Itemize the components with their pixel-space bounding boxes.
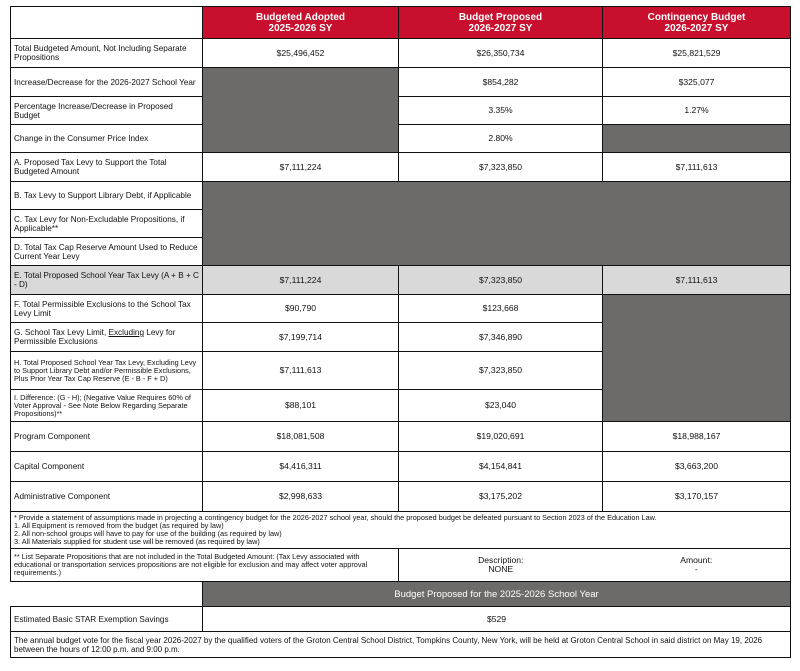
budget-table (10, 6, 791, 658)
description-cell: Description: NONE (399, 549, 603, 582)
table-row (11, 68, 791, 97)
row-label: E. Total Proposed School Year Tax Levy (A + B + C - D) (11, 266, 203, 295)
row-label: Capital Component (11, 452, 203, 482)
star-value: $529 (203, 607, 791, 632)
row-label: Administrative Component (11, 482, 203, 512)
table-row (11, 422, 791, 452)
cell-value: $4,154,841 (399, 452, 603, 482)
row-label: H. Total Proposed School Year Tax Levy, Excluding Levy to Support Library Debt and/or Permissible Exclusions, Plus Prior Year Tax Cap Reserve (E - B - F + D) (11, 352, 203, 390)
row-label: C. Tax Levy for Non-Excludable Propositions, if Applicable** (11, 210, 203, 238)
star-row (11, 607, 791, 632)
cell-value: $23,040 (399, 390, 603, 422)
header-budget-proposed: Budget Proposed 2026-2027 SY (399, 7, 603, 39)
cell-value: $7,323,850 (399, 153, 603, 182)
row-label: A. Proposed Tax Levy to Support the Total Budgeted Amount (11, 153, 203, 182)
cell-value: $7,111,224 (203, 266, 399, 295)
star-label: Estimated Basic STAR Exemption Savings (11, 607, 203, 632)
star-bar-title: Budget Proposed for the 2025-2026 School Year (203, 582, 791, 607)
cell-value: $7,346,890 (399, 323, 603, 352)
cell-value: $18,988,167 (603, 422, 791, 452)
shaded-cell (203, 182, 791, 266)
cell-value: $3,175,202 (399, 482, 603, 512)
table-row (11, 266, 791, 295)
cell-value: $7,199,714 (203, 323, 399, 352)
cell-value: $88,101 (203, 390, 399, 422)
cell-value: $3,663,200 (603, 452, 791, 482)
header-contingency-budget: Contingency Budget 2026-2027 SY (603, 7, 791, 39)
header-budgeted-adopted: Budgeted Adopted 2025-2026 SY (203, 7, 399, 39)
table-row (11, 182, 791, 210)
cell-value: $25,496,452 (203, 39, 399, 68)
table-row (11, 97, 791, 125)
cell-value: $3,170,157 (603, 482, 791, 512)
table-row (11, 125, 791, 153)
footer-row (11, 632, 791, 658)
amount-cell: Amount: - (603, 549, 791, 582)
table-row (11, 482, 791, 512)
cell-value: $7,323,850 (399, 352, 603, 390)
cell-value: $90,790 (203, 295, 399, 323)
cell-value: $854,282 (399, 68, 603, 97)
cell-value: $325,077 (603, 68, 791, 97)
row-label: I. Difference: (G - H); (Negative Value Requires 60% of Voter Approval - See Note Below Regarding Separate Propositions)** (11, 390, 203, 422)
shaded-cell (603, 125, 791, 153)
cell-value: $7,323,850 (399, 266, 603, 295)
cell-value: $7,111,613 (603, 266, 791, 295)
table-row (11, 39, 791, 68)
separate-propositions-note: ** List Separate Propositions that are not included in the Total Budgeted Amount: (Tax Levy associated with educational or transportation services propositions are not eligible for exclusion and may affect voter approval requirements.) (11, 549, 399, 582)
assumptions-row (11, 512, 791, 549)
assumptions-note: * Provide a statement of assumptions made in projecting a contingency budget for the 2026-2027 school year, should the proposed budget be defeated pursuant to Section 2023 of the Education Law. 1. All Equipment is removed from the budget (as required by law) 2. All non-school groups will have to pay for use of the building (as required by law) 3. All Materials supplied for student use will be removed (as required by law) (11, 512, 791, 549)
header-row (11, 7, 791, 39)
shaded-cell (203, 68, 399, 153)
cell-value: 3.35% (399, 97, 603, 125)
row-label: Increase/Decrease for the 2026-2027 School Year (11, 68, 203, 97)
row-label: F. Total Permissible Exclusions to the School Tax Levy Limit (11, 295, 203, 323)
row-label: Program Component (11, 422, 203, 452)
cell-value: $2,998,633 (203, 482, 399, 512)
row-label: B. Tax Levy to Support Library Debt, if Applicable (11, 182, 203, 210)
star-bar-row (11, 582, 791, 607)
cell-value: $18,081,508 (203, 422, 399, 452)
cell-value: $7,111,224 (203, 153, 399, 182)
star-bar-spacer (11, 582, 203, 607)
cell-value: $7,111,613 (203, 352, 399, 390)
row-label: D. Total Tax Cap Reserve Amount Used to Reduce Current Year Levy (11, 238, 203, 266)
row-label: G. School Tax Levy Limit, Excluding Levy for Permissible Exclusions (11, 323, 203, 352)
cell-value: $123,668 (399, 295, 603, 323)
cell-value: $7,111,613 (603, 153, 791, 182)
row-label: Total Budgeted Amount, Not Including Separate Propositions (11, 39, 203, 68)
header-blank (11, 7, 203, 39)
cell-value: $26,350,734 (399, 39, 603, 68)
separate-propositions-row (11, 549, 791, 582)
table-row (11, 153, 791, 182)
cell-value: $19,020,691 (399, 422, 603, 452)
row-label: Percentage Increase/Decrease in Proposed Budget (11, 97, 203, 125)
cell-value: $25,821,529 (603, 39, 791, 68)
row-label: Change in the Consumer Price Index (11, 125, 203, 153)
cell-value: 1.27% (603, 97, 791, 125)
table-row (11, 295, 791, 323)
cell-value: $4,416,311 (203, 452, 399, 482)
cell-value: 2.80% (399, 125, 603, 153)
table-row (11, 452, 791, 482)
shaded-cell (603, 295, 791, 422)
footer-note: The annual budget vote for the fiscal year 2026-2027 by the qualified voters of the Groton Central School District, Tompkins County, New York, will be held at Groton Central School in said district on May 19, 2026 between the hours of 12:00 p.m. and 9:00 p.m. (11, 632, 791, 658)
